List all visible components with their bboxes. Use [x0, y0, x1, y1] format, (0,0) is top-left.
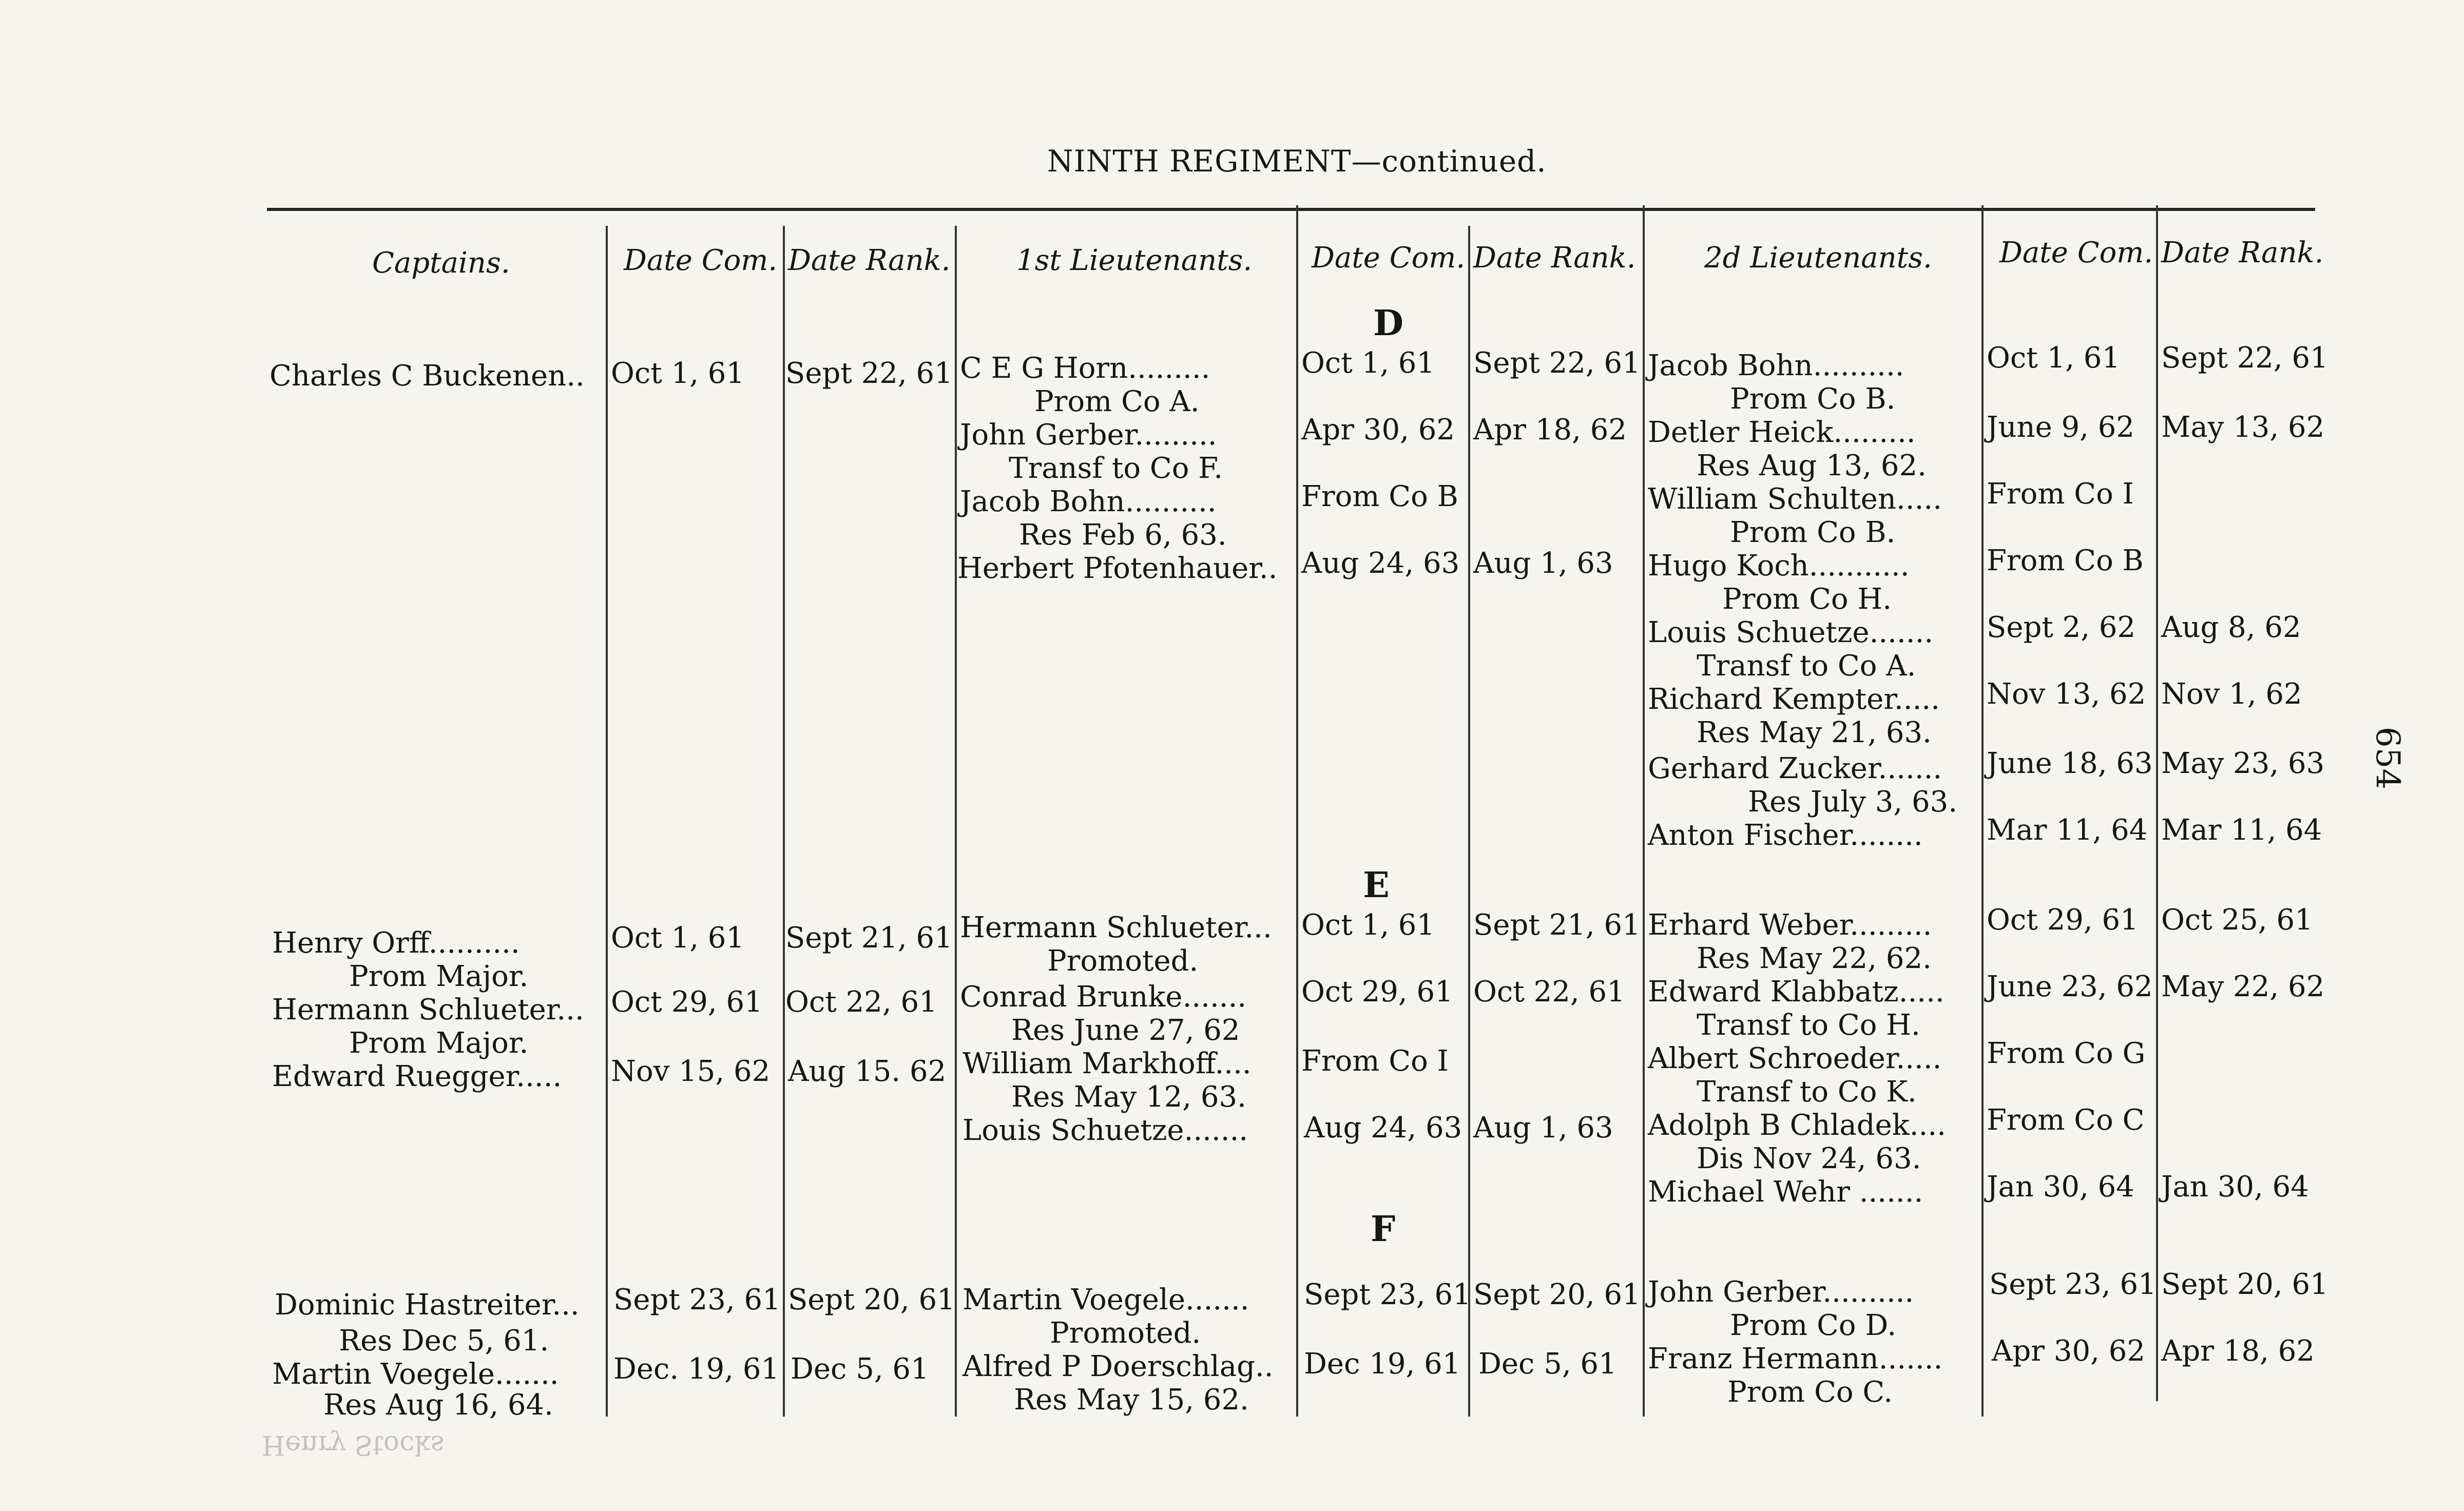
date-com: Oct 29, 61	[1301, 975, 1453, 1009]
lieutenant-note: Promoted.	[1050, 1316, 1201, 1350]
date-com: Sept 2, 62	[1987, 611, 2136, 644]
column-divider	[1468, 226, 1470, 1417]
lieutenant-note: Dis Nov 24, 63.	[1697, 1142, 1921, 1175]
date-com: Apr 30, 62	[1992, 1334, 2145, 1368]
lieutenant-name: Louis Schuetze.......	[1648, 616, 1934, 649]
date-com: From Co B	[1987, 544, 2144, 577]
date-com: Sept 23, 61	[1304, 1278, 1471, 1311]
lieutenant-note: Prom Co A.	[1034, 385, 1200, 418]
captain-name: Hermann Schlueter...	[272, 993, 584, 1026]
date-rank: Oct 22, 61	[1473, 975, 1625, 1009]
date-rank: Sept 21, 61	[1473, 908, 1641, 942]
date-rank: Oct 25, 61	[2161, 903, 2313, 937]
column-divider	[1296, 205, 1298, 1417]
lieutenant-note: Res May 12, 63.	[1011, 1080, 1246, 1114]
lieutenant-name: Martin Voegele.......	[962, 1283, 1249, 1316]
lieutenant-name: Hermann Schlueter...	[960, 911, 1272, 944]
lieutenant-name: Hugo Koch...........	[1648, 549, 1910, 583]
lieutenant-note: Transf to Co H.	[1697, 1009, 1920, 1042]
date-rank: Apr 18, 62	[1473, 413, 1627, 447]
column-divider	[1643, 205, 1645, 1417]
column-divider	[606, 226, 608, 1417]
captain-note: Prom Major.	[349, 960, 529, 993]
lieutenant-name: Alfred P Doerschlag..	[962, 1350, 1274, 1383]
lieutenant-name: Albert Schroeder.....	[1648, 1042, 1942, 1075]
section-letter: D	[1373, 303, 1403, 344]
captain-note: Prom Major.	[349, 1026, 529, 1060]
top-rule	[267, 208, 2315, 211]
date-rank: Nov 1, 62	[2161, 677, 2302, 711]
date-com: Dec 19, 61	[1304, 1347, 1461, 1381]
date-com: From Co I	[1987, 477, 2134, 511]
bleed-through-mark: Henry Stocks	[262, 1429, 445, 1460]
lieutenant-name: Michael Wehr .......	[1648, 1175, 1923, 1209]
lieutenant-note: Res Aug 13, 62.	[1697, 449, 1927, 482]
date-com: Oct 1, 61	[1987, 341, 2121, 375]
lieutenant-name: Richard Kempter.....	[1648, 683, 1940, 716]
lieutenant-name: Edward Klabbatz.....	[1648, 975, 1945, 1009]
date-com: Jan 30, 64	[1987, 1170, 2134, 1204]
lieutenant-note: Prom Co B.	[1730, 382, 1896, 416]
column-divider	[783, 226, 785, 1417]
date-com: From Co I	[1301, 1044, 1449, 1078]
date-rank: May 22, 62	[2161, 970, 2325, 1003]
date-com: From Co G	[1987, 1037, 2146, 1070]
date-com: From Co C	[1987, 1103, 2145, 1137]
lieutenant-note: Promoted.	[1047, 944, 1199, 978]
date-rank: Sept 20, 61	[1473, 1278, 1641, 1311]
lieutenant-note: Prom Co B.	[1730, 516, 1896, 549]
date-com: Oct 1, 61	[1301, 908, 1435, 942]
date-rank: May 23, 63	[2161, 747, 2325, 780]
lieutenant-name: Adolph B Chladek....	[1648, 1109, 1946, 1142]
lieutenant-note: Res May 22, 62.	[1697, 942, 1932, 975]
date-rank: Apr 18, 62	[2161, 1334, 2315, 1368]
lieutenant-note: Res June 27, 62	[1011, 1014, 1240, 1047]
header-date-com: Date Com.	[624, 244, 778, 277]
lieutenant-name: Erhard Weber.........	[1648, 908, 1932, 942]
column-divider	[1981, 205, 1984, 1417]
captain-name: Dominic Hastreiter...	[275, 1288, 580, 1322]
page-title: NINTH REGIMENT—continued.	[1047, 144, 1547, 179]
lieutenant-name: Louis Schuetze.......	[962, 1114, 1248, 1147]
date-com: Oct 29, 61	[1987, 903, 2139, 937]
date-rank: Sept 22, 61	[1473, 346, 1641, 380]
date-rank: Jan 30, 64	[2161, 1170, 2309, 1204]
header-date-com: Date Com.	[1312, 241, 1466, 275]
date-com: Aug 24, 63	[1304, 1111, 1462, 1145]
lieutenant-name: Conrad Brunke.......	[960, 980, 1247, 1014]
captain-name: Henry Orff..........	[272, 926, 520, 960]
lieutenant-name: C E G Horn.........	[960, 352, 1210, 385]
date-com: Oct 29, 61	[611, 985, 763, 1019]
lieutenant-name: William Schulten.....	[1648, 482, 1942, 516]
date-com: June 18, 63	[1987, 747, 2153, 780]
page-number: 654	[2369, 726, 2407, 790]
header-second-lieutenants: 2d Lieutenants.	[1704, 241, 1932, 275]
date-rank: Aug 15. 62	[788, 1055, 947, 1088]
lieutenant-note: Prom Co H.	[1722, 583, 1892, 616]
lieutenant-name: Franz Hermann.......	[1648, 1342, 1943, 1376]
column-divider	[955, 226, 957, 1417]
section-letter: F	[1371, 1209, 1396, 1250]
column-divider	[2156, 205, 2158, 1401]
date-rank: Dec 5, 61	[791, 1352, 929, 1386]
date-rank: Sept 22, 61	[785, 357, 953, 390]
date-rank: May 13, 62	[2161, 411, 2325, 444]
date-rank: Aug 8, 62	[2161, 611, 2301, 644]
date-com: Nov 15, 62	[611, 1055, 771, 1088]
lieutenant-name: Detler Heick.........	[1648, 416, 1916, 449]
lieutenant-note: Res May 15, 62.	[1014, 1383, 1249, 1417]
header-date-rank: Date Rank.	[2161, 236, 2324, 269]
lieutenant-name: Jacob Bohn..........	[960, 485, 1217, 518]
header-date-com: Date Com.	[1999, 236, 2153, 269]
lieutenant-note: Transf to Co K.	[1697, 1075, 1917, 1109]
captain-note: Res Dec 5, 61.	[339, 1324, 549, 1358]
lieutenant-note: Transf to Co A.	[1697, 649, 1916, 683]
date-rank: Sept 21, 61	[785, 921, 953, 955]
lieutenant-note: Prom Co D.	[1730, 1309, 1897, 1342]
header-date-rank: Date Rank.	[1473, 241, 1636, 275]
date-rank: Aug 1, 63	[1473, 547, 1613, 580]
date-rank: Sept 22, 61	[2161, 341, 2328, 375]
lieutenant-name: Herbert Pfotenhauer..	[957, 552, 1278, 585]
header-date-rank: Date Rank.	[788, 244, 951, 277]
header-captains: Captains.	[372, 246, 510, 280]
date-com: Sept 23, 61	[1989, 1268, 2157, 1301]
date-com: June 9, 62	[1987, 411, 2135, 444]
date-com: Oct 1, 61	[611, 921, 745, 955]
date-rank: Sept 20, 61	[788, 1283, 955, 1316]
date-rank: Aug 1, 63	[1473, 1111, 1613, 1145]
date-com: Mar 11, 64	[1987, 813, 2148, 847]
lieutenant-name: John Gerber..........	[1648, 1275, 1914, 1309]
date-rank: Mar 11, 64	[2161, 813, 2322, 847]
date-rank: Dec 5, 61	[1478, 1347, 1617, 1381]
date-rank: Oct 22, 61	[785, 985, 937, 1019]
date-com: Oct 1, 61	[1301, 346, 1435, 380]
lieutenant-note: Res Feb 6, 63.	[1019, 518, 1227, 552]
date-com: Sept 23, 61	[613, 1283, 781, 1316]
date-com: Dec. 19, 61	[613, 1352, 780, 1386]
date-com: June 23, 62	[1987, 970, 2153, 1003]
date-com: Aug 24, 63	[1301, 547, 1460, 580]
lieutenant-name: John Gerber.........	[960, 418, 1217, 452]
date-com: Nov 13, 62	[1987, 677, 2146, 711]
date-com: From Co B	[1301, 480, 1458, 513]
date-com: Oct 1, 61	[611, 357, 745, 390]
captain-name: Martin Voegele.......	[272, 1358, 559, 1391]
date-com: Apr 30, 62	[1301, 413, 1455, 447]
lieutenant-note: Res May 21, 63.	[1697, 716, 1932, 749]
captain-name: Edward Ruegger.....	[272, 1060, 562, 1093]
captain-name: Charles C Buckenen..	[270, 359, 585, 393]
lieutenant-name: Gerhard Zucker.......	[1648, 752, 1942, 785]
lieutenant-name: William Markhoff....	[962, 1047, 1252, 1080]
lieutenant-name: Anton Fischer........	[1648, 819, 1923, 852]
lieutenant-note: Transf to Co F.	[1009, 452, 1223, 485]
lieutenant-note: Prom Co C.	[1727, 1376, 1893, 1409]
section-letter: E	[1363, 865, 1390, 906]
captain-note: Res Aug 16, 64.	[323, 1388, 553, 1422]
lieutenant-name: Jacob Bohn..........	[1648, 349, 1904, 382]
date-rank: Sept 20, 61	[2161, 1268, 2328, 1301]
lieutenant-note: Res July 3, 63.	[1748, 785, 1957, 819]
header-first-lieutenants: 1st Lieutenants.	[1016, 244, 1253, 277]
